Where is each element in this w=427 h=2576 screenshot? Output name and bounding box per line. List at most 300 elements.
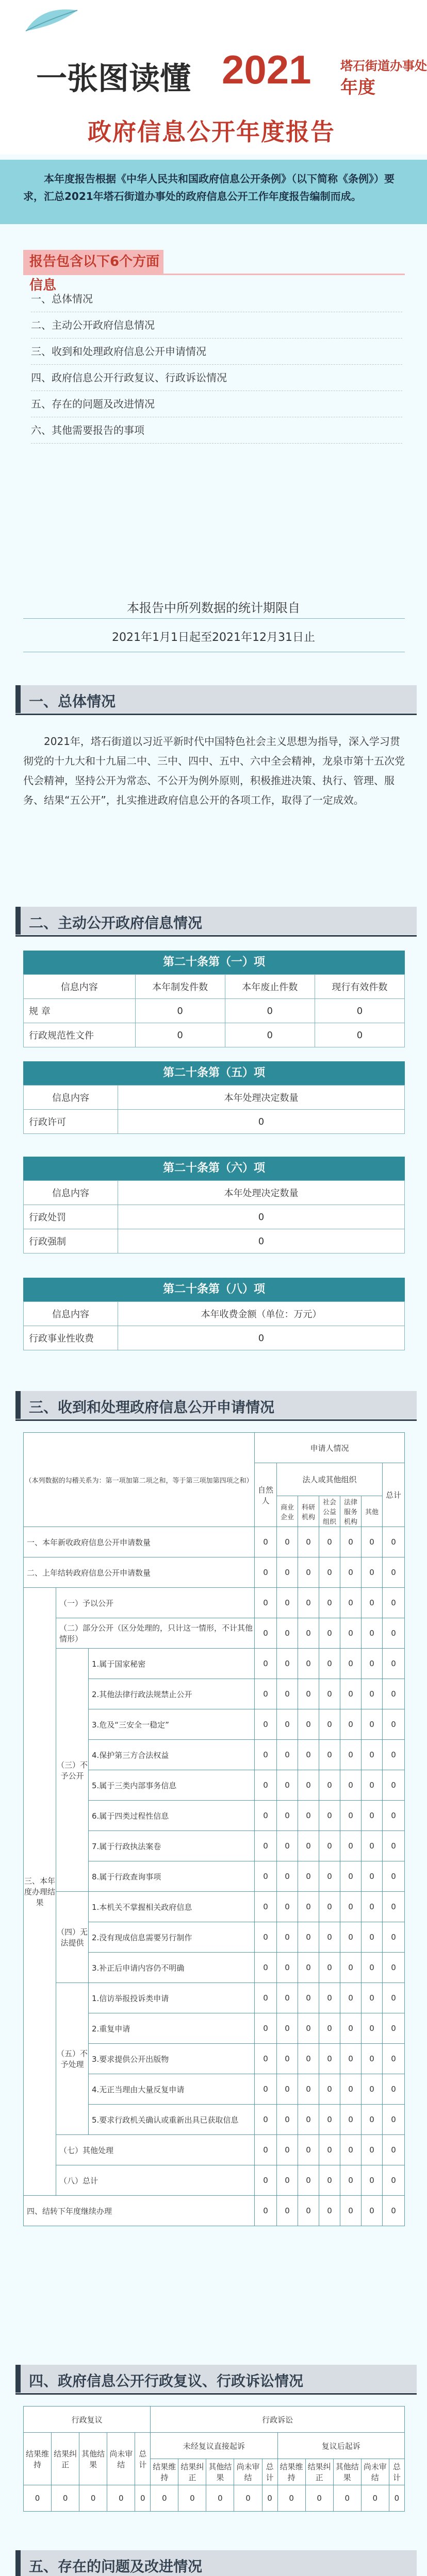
- table-header-cell: 信息内容: [24, 1302, 118, 1326]
- section-5-heading: 五、存在的问题及改进情况: [15, 2550, 417, 2576]
- table-header-cell: 总计: [135, 2433, 151, 2485]
- table-row: [24, 1023, 405, 1047]
- table-header-cell: 本年废止件数: [225, 975, 315, 999]
- table-row-label: 2.没有现成信息需要另行制作: [89, 1922, 255, 1953]
- table-cell: 0: [255, 1953, 277, 1983]
- table-cell: 0: [298, 2105, 319, 2135]
- table-cell: 行政强制: [24, 1229, 118, 1253]
- table-cell: 0: [298, 1953, 319, 1983]
- table-cell: 行政处罚: [24, 1205, 118, 1229]
- table-cell: 0: [333, 2485, 361, 2512]
- table-row: [24, 975, 405, 999]
- divider: [15, 714, 417, 715]
- table-cell: 0: [340, 1892, 362, 1922]
- table-cell: 0: [24, 2485, 52, 2512]
- table-cell: 0: [255, 1588, 277, 1618]
- table-cell: 0: [298, 2196, 319, 2226]
- table-cell: 0: [362, 1983, 383, 2013]
- table-cell: 0: [277, 1831, 298, 1861]
- table-cell: 0: [118, 1326, 405, 1350]
- table-cell: 0: [298, 2135, 319, 2165]
- table-cell: 0: [362, 1801, 383, 1831]
- article-20-1-heading: 第二十条第（一）项: [23, 951, 405, 974]
- toc-item: 二、主动公开政府信息情况: [31, 312, 402, 338]
- table-cell: 0: [362, 1649, 383, 1679]
- table-header-cell: 商业企业: [277, 1496, 298, 1527]
- table-cell: 0: [319, 2013, 340, 2044]
- table-cell: 0: [383, 1649, 405, 1679]
- table-cell: 0: [255, 2074, 277, 2105]
- table-cell: 0: [319, 2196, 340, 2226]
- table-cell: 0: [383, 2105, 405, 2135]
- table-cell: 0: [118, 1229, 405, 1253]
- table-row-label: 一、本年新收政府信息公开申请数量: [24, 1527, 255, 1557]
- table-cell: 0: [277, 2165, 298, 2196]
- table-row: [24, 1181, 405, 1205]
- table-cell: 0: [362, 2165, 383, 2196]
- table-row: [24, 1892, 405, 1922]
- table-cell: 0: [315, 1023, 404, 1047]
- table-header-cell: 自然人: [255, 1463, 277, 1527]
- leaf-decoration-icon: [21, 5, 83, 36]
- divider: [23, 618, 405, 619]
- table-cell: 0: [277, 2044, 298, 2074]
- table-cell: 0: [383, 1770, 405, 1801]
- table-cell: 0: [362, 2013, 383, 2044]
- table-cell: 0: [383, 1679, 405, 1709]
- table-cell: 0: [383, 1801, 405, 1831]
- table-row: [24, 1983, 405, 2013]
- table-cell: 0: [255, 1770, 277, 1801]
- table-cell: 0: [340, 1861, 362, 1892]
- table-cell: 0: [319, 1588, 340, 1618]
- table-row-label: 四、结转下年度继续办理: [24, 2196, 255, 2226]
- table-cell: 0: [298, 1649, 319, 1679]
- table-cell: 0: [79, 2485, 107, 2512]
- table-cell: 0: [277, 1649, 298, 1679]
- table-cell: 0: [340, 1770, 362, 1801]
- table-cell: 0: [255, 2105, 277, 2135]
- table-cell: 0: [319, 1770, 340, 1801]
- table-row: [24, 1618, 405, 1649]
- table-cell: 0: [340, 1983, 362, 2013]
- table-cell: 0: [255, 2044, 277, 2074]
- table-row-label: （一）予以公开: [56, 1588, 255, 1618]
- table-row-label: 4.无正当理由大量反复申请: [89, 2074, 255, 2105]
- table-cell: 0: [383, 2196, 405, 2226]
- toc-item: 四、政府信息公开行政复议、行政诉讼情况: [31, 365, 402, 391]
- table-cell: 0: [319, 1557, 340, 1588]
- table-cell: 0: [298, 1557, 319, 1588]
- table-cell: 0: [255, 1709, 277, 1740]
- article-20-5-heading: 第二十条第（五）项: [23, 1061, 405, 1085]
- table-cell: 行政规范性文件: [24, 1023, 136, 1047]
- divider: [15, 935, 417, 937]
- table-row-label: 3.补正后申请内容仍不明确: [89, 1953, 255, 1983]
- table-cell: 0: [255, 1649, 277, 1679]
- table-cell: 0: [319, 1892, 340, 1922]
- table-row-label: 1.属于国家秘密: [89, 1649, 255, 1679]
- table-cell: 0: [107, 2485, 135, 2512]
- table-cell: 0: [383, 1709, 405, 1740]
- table-cell: 0: [362, 1892, 383, 1922]
- table-row: [24, 1086, 405, 1110]
- table-row: [24, 2196, 405, 2226]
- table-header-cell: 总计: [389, 2459, 404, 2485]
- table-cell: 0: [277, 1679, 298, 1709]
- table-cell: 0: [362, 2105, 383, 2135]
- table-cell: 0: [340, 2044, 362, 2074]
- table-header-cell: 法律服务机构: [340, 1496, 362, 1527]
- table-cell: 0: [298, 1861, 319, 1892]
- table-cell: 0: [255, 1922, 277, 1953]
- table-cell: 0: [383, 1740, 405, 1770]
- table-row-label: 8.属于行政查询事项: [89, 1861, 255, 1892]
- table-cell: 0: [225, 999, 315, 1023]
- table-row: [24, 1588, 405, 1618]
- table-cell: 0: [361, 2485, 389, 2512]
- table-cell: 0: [135, 999, 225, 1023]
- table-header-cell: 信息内容: [24, 1086, 118, 1110]
- article-20-6-table: [23, 1180, 405, 1253]
- table-cell: 0: [340, 1618, 362, 1649]
- table-header-cell: 结果纠正: [178, 2459, 206, 2485]
- table-row: [24, 1557, 405, 1588]
- table-cell: 0: [319, 2105, 340, 2135]
- table-cell: 0: [383, 2044, 405, 2074]
- table-cell: 0: [277, 2105, 298, 2135]
- table-cell: 0: [277, 1953, 298, 1983]
- section-1-text: 2021年，塔石街道以习近平新时代中国特色社会主义思想为指导，深入学习贯彻党的十九大和十九届二中、三中、四中、五中、六中全会精神，龙泉市第十五次党代会精神，坚持公开为常态、不公开为例外原则，积极推进决策、执行、管理、服务、结果“五公开”，扎实推进政府信息公开的各项工作，取得了一定成效。: [23, 735, 405, 806]
- title-year: 2021: [222, 47, 311, 92]
- table-header-cell: 尚未审结: [107, 2433, 135, 2485]
- report-header: [0, 0, 427, 155]
- table-header-cell: 信息内容: [24, 1181, 118, 1205]
- table-row-label: 三、本年度办理结果: [24, 1588, 56, 2196]
- table-header-cell: 未经复议直接起诉: [151, 2433, 277, 2459]
- table-cell: 0: [255, 2165, 277, 2196]
- table-header-cell: 其他结果: [79, 2433, 107, 2485]
- table-row-label: 1.信访举报投诉类申请: [89, 1983, 255, 2013]
- table-cell: 0: [298, 1983, 319, 2013]
- table-cell: 0: [277, 1588, 298, 1618]
- table-row: [24, 2485, 405, 2512]
- toc-divider: [23, 274, 405, 275]
- table-cell: 0: [262, 2485, 277, 2512]
- table-cell: 0: [277, 1801, 298, 1831]
- table-cell: 0: [319, 1527, 340, 1557]
- table-cell: 0: [298, 1709, 319, 1740]
- table-cell: 0: [383, 1861, 405, 1892]
- table-cell: 0: [383, 1983, 405, 2013]
- table-cell: 0: [383, 2165, 405, 2196]
- table-cell: 0: [151, 2485, 178, 2512]
- applications-table: [23, 1432, 405, 2226]
- table-cell: 0: [255, 1892, 277, 1922]
- table-cell: 0: [298, 1527, 319, 1557]
- table-header-cell: 本年处理决定数量: [118, 1086, 405, 1110]
- table-cell: 0: [277, 1527, 298, 1557]
- table-cell: 0: [319, 1953, 340, 1983]
- table-row-label: （二）部分公开（区分处理的，只计这一情形，不计其他情形）: [56, 1618, 255, 1649]
- table-group-label: （三）不予公开: [56, 1649, 89, 1892]
- table-cell: 0: [52, 2485, 79, 2512]
- table-cell: 0: [340, 2074, 362, 2105]
- table-cell: 0: [383, 2074, 405, 2105]
- table-header-cell: 其他: [362, 1496, 383, 1527]
- table-cell: 0: [298, 1588, 319, 1618]
- table-cell: 0: [277, 2485, 305, 2512]
- toc-item: 五、存在的问题及改进情况: [31, 391, 402, 417]
- toc-heading: 报告包含以下6个方面信息: [23, 250, 163, 274]
- title-left: 一张图读懂: [36, 61, 191, 97]
- table-cell: 0: [340, 1649, 362, 1679]
- table-header-cell: 结果纠正: [305, 2459, 333, 2485]
- table-cell: 0: [389, 2485, 404, 2512]
- table-cell: 0: [118, 1110, 405, 1134]
- table-cell: 0: [255, 2196, 277, 2226]
- table-row-label: 5.要求行政机关确认或重新出具已获取信息: [89, 2105, 255, 2135]
- table-cell: 0: [298, 1922, 319, 1953]
- toc-list: [31, 286, 402, 444]
- table-cell: 0: [340, 1953, 362, 1983]
- table-cell: 0: [277, 2196, 298, 2226]
- table-row: [24, 1433, 405, 1463]
- table-cell: 0: [340, 1679, 362, 1709]
- table-cell: 0: [255, 1983, 277, 2013]
- table-cell: 0: [362, 1679, 383, 1709]
- table-cell: 0: [383, 1527, 405, 1557]
- table-cell: 0: [319, 1801, 340, 1831]
- table-cell: 0: [277, 1740, 298, 1770]
- table-cell: 0: [206, 2485, 234, 2512]
- table-cell: 0: [255, 1527, 277, 1557]
- table-header-cell: 尚未审结: [234, 2459, 262, 2485]
- table-header-cell: 申请人情况: [255, 1433, 405, 1463]
- table-cell: 0: [340, 1527, 362, 1557]
- table-cell: 行政事业性收费: [24, 1326, 118, 1350]
- table-row-label: 5.属于三类内部事务信息: [89, 1770, 255, 1801]
- table-cell: 0: [298, 1892, 319, 1922]
- table-row-label: 3.要求提供公开出版物: [89, 2044, 255, 2074]
- section-1-heading: 一、总体情况: [15, 685, 417, 713]
- table-cell: 0: [277, 1770, 298, 1801]
- table-row: [24, 999, 405, 1023]
- title-office: 塔石街道办事处: [340, 59, 427, 73]
- table-cell: 0: [277, 1922, 298, 1953]
- table-cell: 0: [255, 1740, 277, 1770]
- table-cell: 0: [255, 1557, 277, 1588]
- table-cell: 0: [319, 2074, 340, 2105]
- table-cell: 0: [383, 1588, 405, 1618]
- table-cell: 0: [255, 1831, 277, 1861]
- table-header-cell: 本年制发件数: [135, 975, 225, 999]
- table-cell: 0: [362, 1953, 383, 1983]
- table-header-cell: 信息内容: [24, 975, 136, 999]
- table-cell: 0: [319, 1649, 340, 1679]
- table-cell: 0: [277, 2074, 298, 2105]
- table-cell: 0: [315, 999, 404, 1023]
- table-row: [24, 1649, 405, 1679]
- table-row-label: 二、上年结转政府信息公开申请数量: [24, 1557, 255, 1588]
- table-row-label: 2.其他法律行政法规禁止公开: [89, 1679, 255, 1709]
- table-row: [24, 1302, 405, 1326]
- table-cell: 0: [362, 1770, 383, 1801]
- table-cell: 0: [362, 1861, 383, 1892]
- table-cell: 0: [234, 2485, 262, 2512]
- table-cell: 0: [340, 1709, 362, 1740]
- table-cell: 0: [255, 1861, 277, 1892]
- table-row-label: （七）其他处理: [56, 2135, 255, 2165]
- table-cell: 0: [277, 2135, 298, 2165]
- title-annual: 年度: [340, 77, 375, 98]
- table-cell: 0: [277, 1892, 298, 1922]
- table-cell: 0: [362, 2044, 383, 2074]
- table-row: [24, 2433, 405, 2459]
- section-2-heading: 二、主动公开政府信息情况: [15, 907, 417, 935]
- table-header-cell: 法人或其他组织: [277, 1463, 383, 1496]
- table-header-cell: 总计: [383, 1463, 405, 1527]
- table-cell: 0: [255, 2013, 277, 2044]
- table-cell: 0: [383, 1557, 405, 1588]
- table-header-cell: 结果维持: [151, 2459, 178, 2485]
- table-header-cell: 科研机构: [298, 1496, 319, 1527]
- table-cell: 0: [340, 2165, 362, 2196]
- table-cell: 0: [319, 1709, 340, 1740]
- table-cell: 0: [277, 1709, 298, 1740]
- table-row-label: 6.属于四类过程性信息: [89, 1801, 255, 1831]
- table-cell: 0: [362, 1831, 383, 1861]
- table-header-cell: 复议后起诉: [277, 2433, 404, 2459]
- table-row: [24, 1110, 405, 1134]
- table-cell: 0: [362, 2196, 383, 2226]
- table-cell: 0: [225, 1023, 315, 1047]
- stat-note: 本报告中所列数据的统计期限自: [127, 601, 300, 615]
- table-cell: 0: [340, 2105, 362, 2135]
- table-header-cell: 结果维持: [24, 2433, 52, 2485]
- table-cell: 行政许可: [24, 1110, 118, 1134]
- table-cell: 0: [298, 2013, 319, 2044]
- table-cell: 0: [298, 1770, 319, 1801]
- table-cell: 0: [255, 2135, 277, 2165]
- review-litigation-table: [23, 2406, 405, 2512]
- table-cell: 0: [298, 1740, 319, 1770]
- table-header-cell: 社会公益组织: [319, 1496, 340, 1527]
- table-row-label: 7.属于行政执法案卷: [89, 1831, 255, 1861]
- toc-item: 三、收到和处理政府信息公开申请情况: [31, 338, 402, 365]
- table-cell: 0: [340, 1557, 362, 1588]
- table-cell: 0: [319, 1679, 340, 1709]
- table-cell: 0: [255, 1618, 277, 1649]
- table-header-cell: 其他结果: [206, 2459, 234, 2485]
- toc-item: 六、其他需要报告的事项: [31, 417, 402, 444]
- table-cell: 0: [362, 2074, 383, 2105]
- table-group-label: （四）无法提供: [56, 1892, 89, 1983]
- table-cell: 0: [362, 1557, 383, 1588]
- table-cell: 0: [362, 1740, 383, 1770]
- page-title: 政府信息公开年度报告: [88, 118, 335, 146]
- table-cell: 0: [178, 2485, 206, 2512]
- table-cell: 0: [298, 1618, 319, 1649]
- table-cell: 0: [362, 1588, 383, 1618]
- article-20-8-table: [23, 1301, 405, 1350]
- table-cell: 0: [298, 2044, 319, 2074]
- table-cell: 0: [319, 1922, 340, 1953]
- divider: [15, 1419, 417, 1421]
- table-cell: 0: [383, 1953, 405, 1983]
- table-cell: 0: [319, 2165, 340, 2196]
- table-cell: 规 章: [24, 999, 136, 1023]
- table-row-label: 4.保护第三方合法权益: [89, 1740, 255, 1770]
- table-row: [24, 2135, 405, 2165]
- table-cell: 0: [340, 1922, 362, 1953]
- table-header-cell: 结果纠正: [52, 2433, 79, 2485]
- section-3-heading: 三、收到和处理政府信息公开申请情况: [15, 1391, 417, 1419]
- table-row: [24, 1527, 405, 1557]
- table-cell: 0: [340, 1588, 362, 1618]
- table-cell: 0: [383, 1831, 405, 1861]
- table-row: [24, 1326, 405, 1350]
- table-cell: 0: [298, 1801, 319, 1831]
- table-cell: 0: [277, 1618, 298, 1649]
- table-cell: 0: [305, 2485, 333, 2512]
- table-cell: 0: [362, 2135, 383, 2165]
- divider: [15, 2393, 417, 2395]
- table-cell: 0: [383, 1922, 405, 1953]
- table-cell: 0: [362, 1709, 383, 1740]
- table-cell: 0: [340, 1740, 362, 1770]
- table-row: [24, 2165, 405, 2196]
- toc-item: 一、总体情况: [31, 286, 402, 312]
- table-header-cell: 现行有效件数: [315, 975, 404, 999]
- table-row-label: （八）总计: [56, 2165, 255, 2196]
- table-row-label: 2.重复申请: [89, 2013, 255, 2044]
- table-cell: 0: [298, 1679, 319, 1709]
- article-20-5-table: [23, 1085, 405, 1134]
- table-cell: 0: [298, 1831, 319, 1861]
- stat-range: 2021年1月1日起至2021年12月31日止: [112, 631, 315, 644]
- table-cell: 0: [255, 1679, 277, 1709]
- table-cell: 0: [383, 1618, 405, 1649]
- table-cell: 0: [135, 1023, 225, 1047]
- table-cell: 0: [319, 1740, 340, 1770]
- table-cell: 0: [255, 1801, 277, 1831]
- table-cell: 0: [340, 2196, 362, 2226]
- table-cell: 0: [298, 2165, 319, 2196]
- table-cell: 0: [277, 2013, 298, 2044]
- table-cell: 0: [362, 1527, 383, 1557]
- table-row: [24, 1229, 405, 1253]
- article-20-1-table: [23, 974, 405, 1047]
- table-cell: 0: [383, 2013, 405, 2044]
- table-header-cell: 本年处理决定数量: [118, 1181, 405, 1205]
- table-cell: 0: [319, 2044, 340, 2074]
- article-20-8-heading: 第二十条第（八）项: [23, 1278, 405, 1301]
- table-cell: 0: [362, 1618, 383, 1649]
- intro-text: 本年度报告根据《中华人民共和国政府信息公开条例》（以下简称《条例》）要求，汇总2021年塔石街道办事处的政府信息公开工作年度报告编制而成。: [23, 173, 395, 202]
- table-group-label: （五）不予处理: [56, 1983, 89, 2135]
- table-cell: 0: [319, 1831, 340, 1861]
- table-cell: 0: [340, 1801, 362, 1831]
- table-cell: 0: [340, 1831, 362, 1861]
- table-cell: 0: [362, 1922, 383, 1953]
- article-20-6-heading: 第二十条第（六）项: [23, 1157, 405, 1180]
- table-header-cell: 其他结果: [333, 2459, 361, 2485]
- table-header-cell: 本年收费金额（单位：万元）: [118, 1302, 405, 1326]
- table-cell: 0: [277, 1557, 298, 1588]
- table-cell: 0: [118, 1205, 405, 1229]
- table-header-cell: 结果维持: [277, 2459, 305, 2485]
